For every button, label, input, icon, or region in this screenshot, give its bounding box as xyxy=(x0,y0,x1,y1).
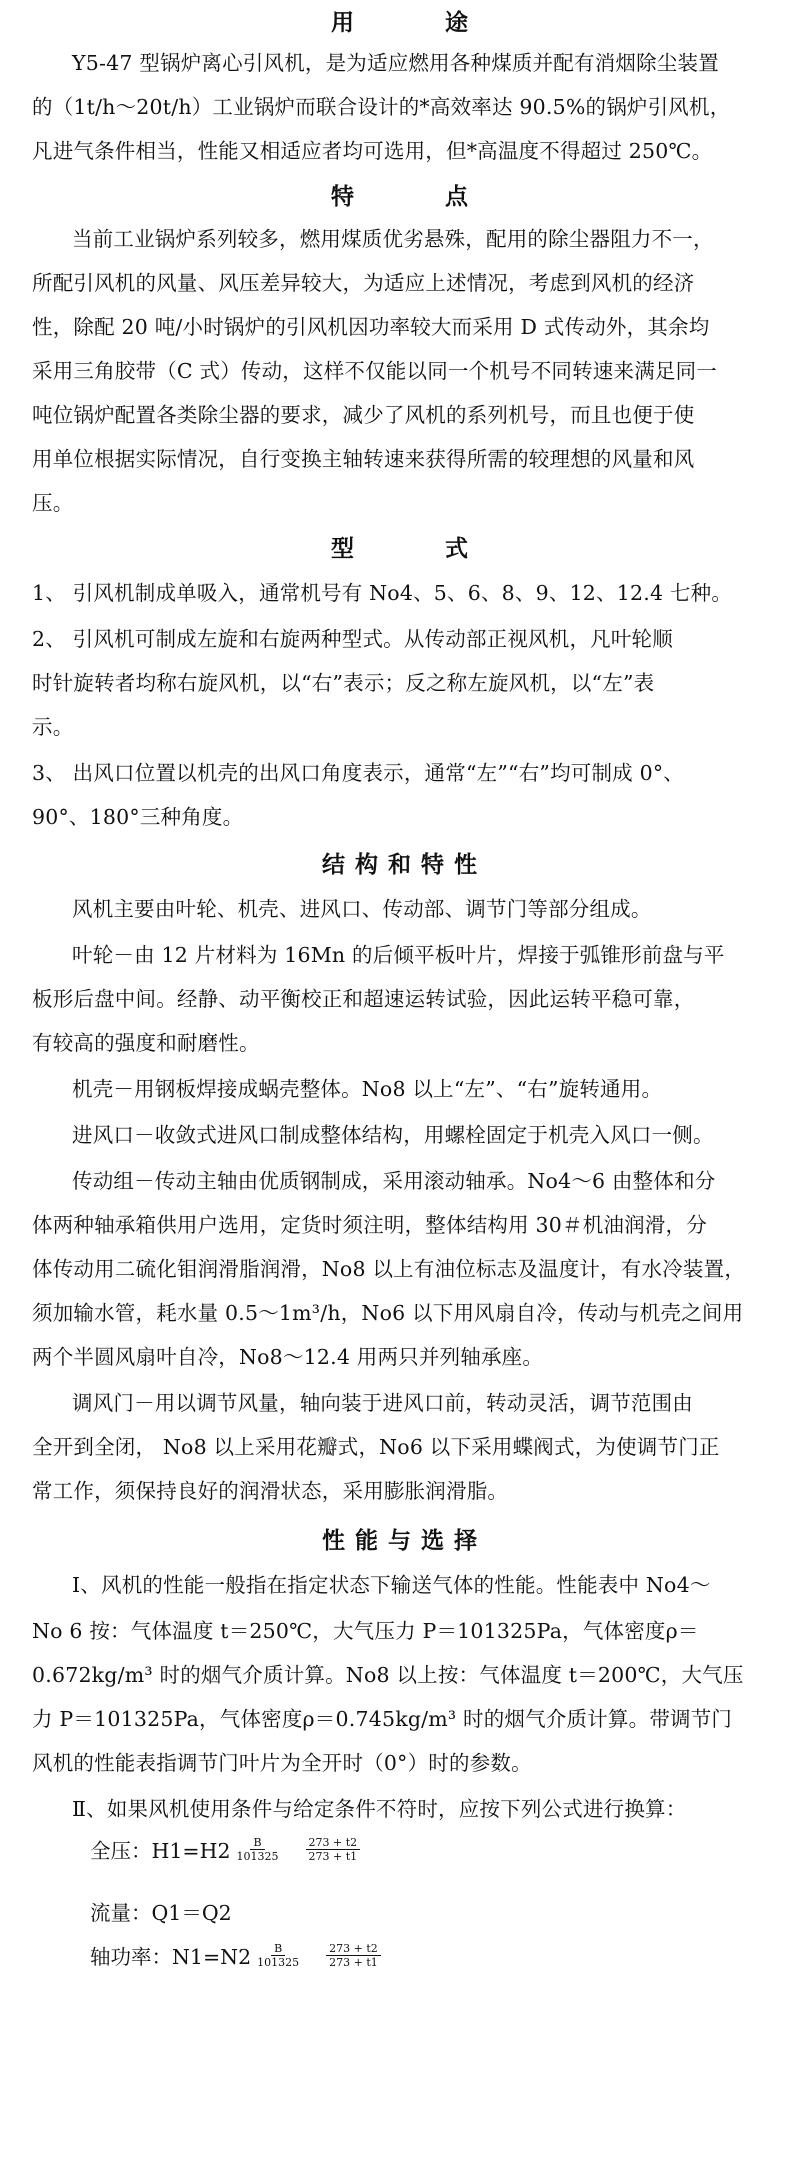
heading-features: 特 点 xyxy=(330,184,470,210)
performance-line: Ⅰ、风机的性能一般指在指定状态下输送气体的性能。性能表中 No4～ xyxy=(72,1573,711,1597)
fraction-numerator: B xyxy=(271,1942,285,1956)
fraction-denominator: 101325 xyxy=(257,1955,300,1969)
usage-line: 的（1t/h～20t/h）工业锅炉而联合设计的*高效率达 90.5%的锅炉引风机， xyxy=(32,95,731,119)
performance-line: Ⅱ、如果风机使用条件与给定条件不符时，应按下列公式进行换算： xyxy=(72,1797,687,1821)
type-line: 示。 xyxy=(32,715,74,739)
fraction-denominator: 273 + t1 xyxy=(308,1849,358,1863)
features-line: 用单位根据实际情况，自行变换主轴转速来获得所需的较理想的风量和风 xyxy=(32,447,695,471)
structure-line: 有较高的强度和耐磨性。 xyxy=(32,1031,260,1055)
performance-line: 力 P＝101325Pa，气体密度ρ＝0.745kg/m³ 时的烟气介质计算。带调节门 xyxy=(32,1707,733,1731)
features-line: 压。 xyxy=(32,491,74,515)
structure-line: 体传动用二硫化钼润滑脂润滑，No8 以上有油位标志及温度计，有水冷装置， xyxy=(32,1257,746,1281)
structure-line: 机壳－用钢板焊接成蜗壳整体。No8 以上“左”、“右”旋转通用。 xyxy=(72,1077,663,1101)
type-line: 1、 引风机制成单吸入，通常机号有 No4、5、6、8、9、12、12.4 七种。 xyxy=(32,581,733,605)
features-line: 所配引风机的风量、风压差异较大，为适应上述情况，考虑到风机的经济 xyxy=(32,271,695,295)
structure-line: 进风口－收敛式进风口制成整体结构，用螺栓固定于机壳入风口一侧。 xyxy=(72,1123,714,1147)
type-line: 2、 引风机可制成左旋和右旋两种型式。从传动部正视风机，凡叶轮顺 xyxy=(32,627,673,651)
type-line: 时针旋转者均称右旋风机，以“右”表示；反之称左旋风机，以“左”表 xyxy=(32,671,655,695)
heading-type: 型 式 xyxy=(330,536,470,562)
type-line: 3、 出风口位置以机壳的出风口角度表示，通常“左”“右”均可制成 0°、 xyxy=(32,761,684,785)
formula-pressure-label: 全压：H1=H2 xyxy=(90,1839,231,1863)
formula-power-label: 轴功率：N1=N2 xyxy=(90,1945,252,1969)
type-line: 90°、180°三种角度。 xyxy=(32,805,244,829)
fraction-denominator: 273 + t1 xyxy=(329,1955,378,1969)
performance-line: No 6 按：气体温度 t＝250℃，大气压力 P＝101325Pa，气体密度ρ＝ xyxy=(32,1619,699,1643)
performance-line: 0.672kg/m³ 时的烟气介质计算。No8 以上按：气体温度 t＝200℃，大气压 xyxy=(32,1663,744,1687)
fraction-temperature-ratio xyxy=(326,1942,381,1969)
structure-line: 两个半圆风扇叶自冷，No8～12.4 用两只并列轴承座。 xyxy=(32,1345,544,1369)
fraction-numerator: 273 + t2 xyxy=(306,1836,361,1850)
heading-performance: 性 能 与 选 择 xyxy=(321,1528,479,1554)
usage-line: 凡进气条件相当，性能又相适应者均可选用，但*高温度不得超过 250℃。 xyxy=(32,139,713,163)
structure-line: 风机主要由叶轮、机壳、进风口、传动部、调节门等部分组成。 xyxy=(72,897,652,921)
heading-structure: 结 构 和 特 性 xyxy=(321,852,479,878)
heading-usage: 用 途 xyxy=(330,10,470,36)
features-line: 当前工业锅炉系列较多，燃用煤质优劣悬殊，配用的除尘器阻力不一， xyxy=(72,227,714,251)
structure-line: 叶轮－由 12 片材料为 16Mn 的后倾平板叶片，焊接于弧锥形前盘与平 xyxy=(72,943,725,967)
performance-line: 风机的性能表指调节门叶片为全开时（0°）时的参数。 xyxy=(32,1751,532,1775)
fraction-pressure-ratio xyxy=(234,1836,282,1863)
fraction-pressure-ratio xyxy=(254,1942,302,1969)
fraction-denominator: 101325 xyxy=(236,1849,279,1863)
structure-line: 传动组－传动主轴由优质钢制成，采用滚动轴承。No4～6 由整体和分 xyxy=(72,1169,716,1193)
formula-flow-label: 流量：Q1＝Q2 xyxy=(90,1901,232,1925)
formula-pressure xyxy=(90,1834,363,1864)
structure-line: 全开到全闭， No8 以上采用花瓣式，No6 以下采用蝶阀式，为使调节门正 xyxy=(32,1435,720,1459)
formula-power xyxy=(90,1940,384,1970)
fraction-temperature-ratio xyxy=(306,1836,361,1863)
structure-line: 体两种轴承箱供用户选用，定货时须注明，整体结构用 30＃机油润滑，分 xyxy=(32,1213,707,1237)
fraction-numerator: 273 + t2 xyxy=(326,1942,381,1956)
structure-line: 调风门－用以调节风量，轴向装于进风口前，转动灵活，调节范围由 xyxy=(72,1391,693,1415)
structure-line: 板形后盘中间。经静、动平衡校正和超速运转试验，因此运转平稳可靠， xyxy=(32,987,695,1011)
fraction-numerator: B xyxy=(250,1836,264,1850)
structure-line: 常工作，须保持良好的润滑状态，采用膨胀润滑脂。 xyxy=(32,1479,509,1503)
structure-line: 须加输水管，耗水量 0.5～1m³/h，No6 以下用风扇自冷，传动与机壳之间用 xyxy=(32,1301,744,1325)
usage-line: Y5-47 型锅炉离心引风机，是为适应燃用各种煤质并配有消烟除尘装置 xyxy=(72,51,719,75)
formula-flow xyxy=(90,1896,232,1926)
features-line: 性，除配 20 吨/小时锅炉的引风机因功率较大而采用 D 式传动外，其余均 xyxy=(32,315,710,339)
features-line: 吨位锅炉配置各类除尘器的要求，减少了风机的系列机号，而且也便于使 xyxy=(32,403,695,427)
features-line: 采用三角胶带（C 式）传动，这样不仅能以同一个机号不同转速来满足同一 xyxy=(32,359,717,383)
